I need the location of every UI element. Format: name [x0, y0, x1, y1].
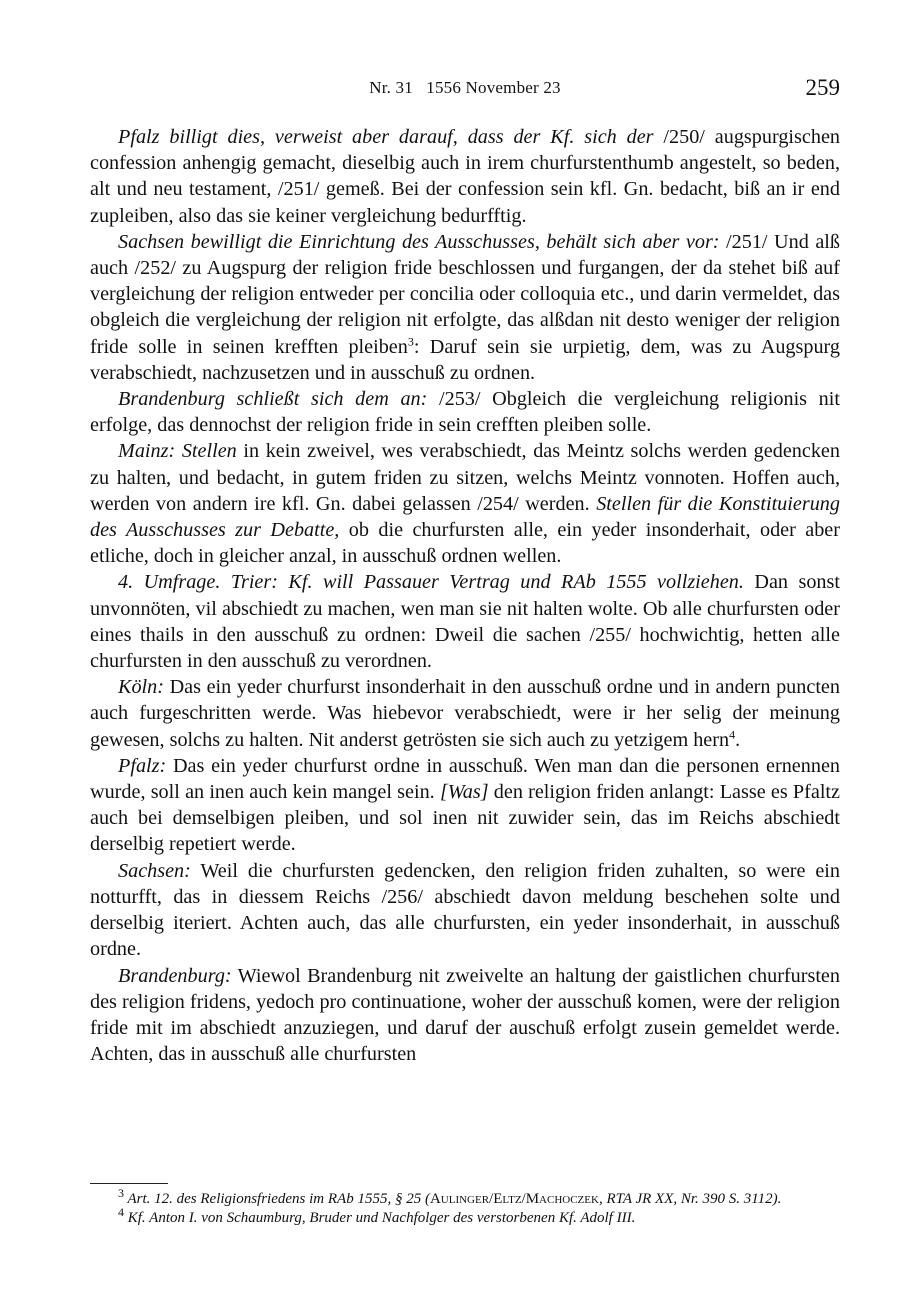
- paragraph-lead: Köln:: [118, 676, 164, 699]
- paragraph-text: Das ein yeder churfurst insonderhait in den ausschuß ordne und in andern puncten auch furgeschritten werde. Was hiebevor verabschiedt, were ir her selig der meinung gewesen, solchs zu halten. Nit anderst getrösten sie sich auch zu yetzigem hern: [90, 676, 840, 751]
- footnote-mark: 3: [118, 1186, 124, 1200]
- paragraph-text: : Daruf sein sie urpietig, dem, was zu Augspurg verabschiedt, nachzusetzen und in ausschuß zu ordnen.: [90, 335, 841, 384]
- running-head: Nr. 31 1556 November 23: [369, 78, 561, 97]
- paragraph-lead: Sachsen bewilligt die Einrichtung des Ausschusses, behält sich aber vor:: [118, 230, 720, 253]
- paragraph-text: /251/ Und alß auch /252/ zu Augspurg der religion fride beschlossen und furgangen, der da stehet biß auf vergleichung der religion entweder per concilia oder colloquia etc., und darin vermeldet, das obgleich die vergleichung der religion nit erfolgte, das alßdan nit desto weniger der religion fride solle in seinen krefften pleiben: [90, 230, 840, 358]
- paragraph-text: Weil die churfursten gedencken, den religion friden zuhalten, so were ein notturfft, das in diessem Reichs /256/ abschiedt davon meldung beschehen solte und derselbig iteriert. Achten auch, das alle churfursten, ein yeder insonderhait, in ausschuß ordne.: [90, 859, 840, 961]
- footnote-mark: 4: [118, 1205, 124, 1219]
- paragraph-text: in kein zweivel, wes verabschiedt, das Meintz solchs werden gedencken zu halten, und bedacht, in gutem friden zu sitzen, welchs Meintz vonnoten. Hoffen auch, werden von andern ire kfl. Gn. dabei gelassen /254/ werden.: [90, 440, 840, 515]
- page-header: [90, 75, 840, 108]
- paragraph: [90, 229, 840, 386]
- footnote-text: Kf. Anton I. von Schaumburg, Bruder und Nachfolger des verstorbenen Kf. Adolf III.: [127, 1210, 636, 1226]
- footnote-reference: 3: [407, 333, 414, 348]
- paragraph: [90, 858, 840, 963]
- paragraph: [90, 124, 840, 229]
- paragraph-lead: [Was]: [439, 781, 489, 804]
- paragraph-lead: Pfalz billigt dies, verweist aber darauf, dass der Kf. sich der: [118, 126, 654, 148]
- page-content: [90, 75, 841, 1067]
- paragraph-lead: Brandenburg schließt sich dem an:: [118, 388, 428, 411]
- paragraph-text: Wiewol Brandenburg nit zweivelte an haltung der gaistlichen churfursten des religion fridens, yedoch pro continuatione, woher der ausschuß komen, were der religion fride mit im abschiedt anzuziegen, und daruf der auschuß erfolgt zusein gemeldet werde. Achten, das in ausschuß alle churfursten: [90, 964, 840, 1066]
- paragraph-lead: Stellen für die Konstituierung des Ausschusses zur Debatte,: [90, 492, 840, 542]
- paragraph-text: den religion friden anlangt: Lasse es Pfaltz auch bei demselbigen pleiben, und sol inen nit zuwider sein, das im Reichs abschiedt derselbig repetiert werde.: [90, 781, 840, 856]
- paragraph-text: Dan sonst unvonnöten, vil abschiedt zu machen, wen man sie nit halten wolte. Ob alle churfursten oder eines thails in den ausschuß zu ordnen: Dweil die sachen /255/ hochwichtig, hetten alle churfursten in den ausschuß zu verordnen.: [90, 571, 840, 673]
- footnote-reference: 4: [729, 726, 736, 741]
- paragraph: [90, 386, 840, 438]
- footnote: [90, 1205, 840, 1228]
- body-text: [90, 124, 840, 1067]
- paragraph-text: /253/ Obgleich die vergleichung religionis nit erfolge, das dennochst der religion fride in sein crefften pleiben solle.: [90, 388, 840, 437]
- footnote-divider: [90, 1183, 168, 1184]
- paragraph-lead: Sachsen:: [118, 859, 191, 882]
- paragraph-lead: Brandenburg:: [118, 964, 232, 987]
- paragraph: [90, 674, 840, 753]
- paragraph-lead: 4. Umfrage. Trier: Kf. will Passauer Vertrag und RAb 1555 vollziehen.: [118, 571, 744, 594]
- paragraph: [90, 963, 840, 1068]
- footnote-author-names: Aulinger/Eltz/Machoczek: [429, 1191, 599, 1207]
- footnotes: [90, 1186, 840, 1228]
- page-number: 259: [805, 75, 840, 100]
- paragraph-text: .: [735, 728, 741, 751]
- paragraph-text: Das ein yeder churfurst ordne in ausschuß. Wen man dan die personen ernennen wurde, soll an inen auch kein mangel sein.: [90, 754, 840, 804]
- paragraph-text: ob die churfursten alle, ein yeder insonderhait, oder aber etliche, doch in gleicher anzal, in ausschuß ordnen wellen.: [90, 519, 840, 568]
- paragraph: [90, 753, 840, 858]
- paragraph: [90, 569, 840, 674]
- footnote-text: Art. 12. des Religionsfriedens im RAb 1555, § 25 (: [127, 1191, 430, 1207]
- paragraph-text: /250/ augspurgischen confession anhengig gemacht, dieselbig auch in irem churfurstenthumb angestelt, so beden, alt und neu testament, /251/ gemeß. Bei der confession sein kfl. Gn. bedacht, biß an ir end zupleiben, also das sie keiner vergleichung bedurfftig.: [90, 126, 841, 227]
- footnote-text: , RTA JR XX, Nr. 390 S. 3112).: [598, 1191, 782, 1207]
- paragraph-lead: Pfalz:: [118, 754, 167, 777]
- paragraph-lead: Mainz: Stellen: [118, 440, 237, 463]
- paragraph: [90, 438, 840, 569]
- footnote: [90, 1186, 840, 1209]
